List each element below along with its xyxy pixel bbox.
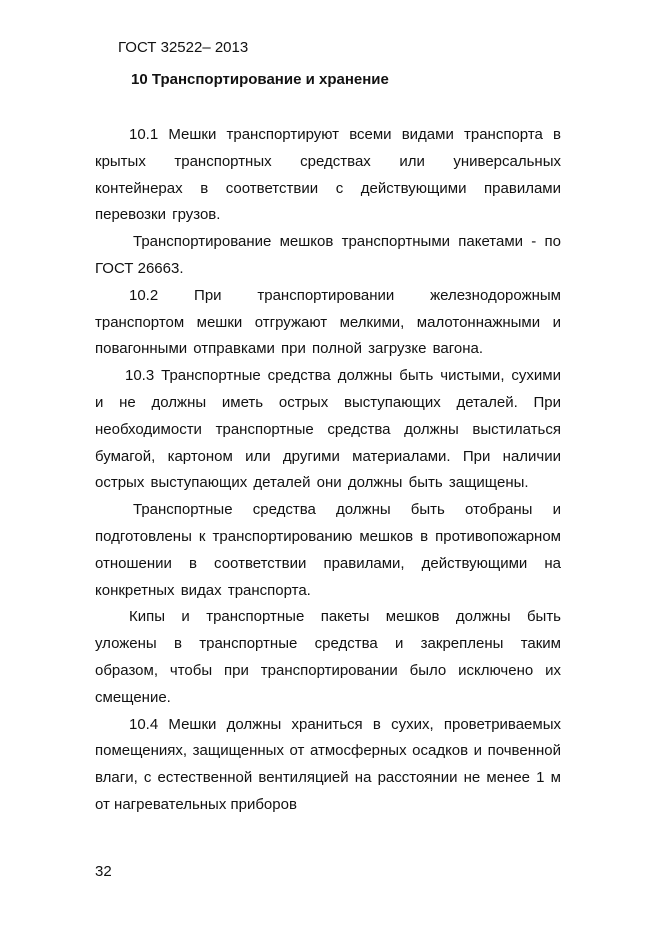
- paragraph-bales-fixing: Кипы и транспортные пакеты мешков должны быть уложены в транспортные средства и закреплены таким образом, чтобы при транспортировании было исключено их смещение.: [95, 608, 561, 706]
- paragraph-transport-packages: Транспортирование мешков транспортными пакетами - по ГОСТ 26663.: [95, 233, 561, 277]
- document-header: ГОСТ 32522– 2013: [118, 39, 249, 56]
- page-number: 32: [95, 863, 112, 880]
- paragraph-10-2: 10.2 При транспортировании железнодорожным транспортом мешки отгружают мелкими, малотоннажными и повагонными отправками при полной загрузке вагона.: [95, 286, 561, 358]
- section-title: 10 Транспортирование и хранение: [131, 71, 389, 88]
- paragraph-10-3: 10.3 Транспортные средства должны быть чистыми, сухими и не должны иметь острых выступающих деталей. При необходимости транспортные средства должны выстилаться бумагой, картоном или другими материалами. При наличии острых выступающих деталей они должны быть защищены.: [95, 367, 561, 492]
- section-body: [95, 122, 561, 819]
- paragraph-10-4: 10.4 Мешки должны храниться в сухих, проветриваемых помещениях, защищенных от атмосферных осадков и почвенной влаги, с естественной вентиляцией на расстоянии не менее 1 м от нагревательных приборов: [95, 715, 561, 813]
- paragraph-fire-safety: Транспортные средства должны быть отобраны и подготовлены к транспортированию мешков в противопожарном отношении в соответствии правилами, действующими на конкретных видах транспорта.: [95, 501, 561, 599]
- paragraph-10-1: 10.1 Мешки транспортируют всеми видами транспорта в крытых транспортных средствах или универсальных контейнерах в соответствии с действующими правилами перевозки грузов.: [95, 126, 561, 224]
